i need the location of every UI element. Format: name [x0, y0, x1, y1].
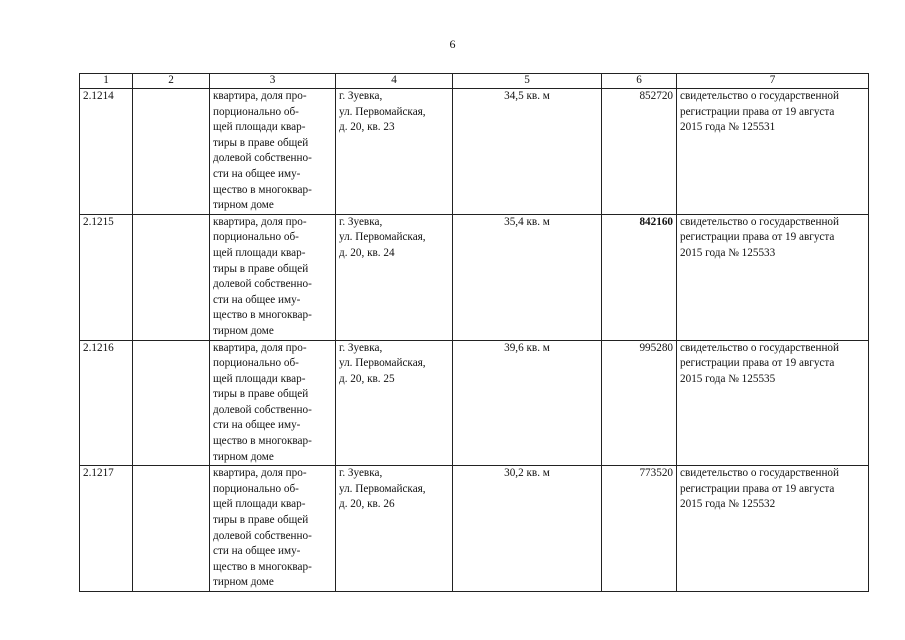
document-line: регистрации права от 19 августа [680, 231, 835, 244]
column-header-7: 7 [677, 74, 869, 89]
description-line: щей площади квар- [213, 498, 306, 511]
description-line: тирном доме [213, 324, 274, 337]
description-line: квартира, доля про- [213, 90, 307, 102]
address-cell [336, 340, 453, 466]
description-line: сти на общее иму- [213, 167, 301, 180]
address-line: д. 20, кв. 25 [339, 372, 395, 385]
area-cell: 30,2 кв. м [453, 466, 602, 592]
description-line: долевой собственно- [213, 152, 312, 165]
description-line: щей площади квар- [213, 372, 306, 385]
column-header-3: 3 [210, 74, 336, 89]
property-registry-table [79, 73, 869, 592]
description-line: долевой собственно- [213, 403, 312, 416]
cadastral-value-cell: 842160 [602, 214, 677, 340]
registration-document-cell [677, 466, 869, 592]
description-line: порционально об- [213, 231, 299, 244]
description-line: тиры в праве общей [213, 514, 309, 527]
document-line: 2015 года № 125532 [680, 498, 776, 511]
description-line: порционально об- [213, 105, 299, 118]
address-line: д. 20, кв. 24 [339, 246, 395, 259]
registration-document-cell [677, 340, 869, 466]
description-line: долевой собственно- [213, 278, 312, 291]
header-row [80, 74, 869, 89]
column-header-2: 2 [133, 74, 210, 89]
property-description-cell [210, 466, 336, 592]
description-line: тиры в праве общей [213, 388, 309, 401]
document-line: свидетельство о государственной [680, 90, 840, 102]
registry-number-cell: 2.1216 [80, 340, 133, 466]
column-header-1: 1 [80, 74, 133, 89]
address-line: г. Зуевка, [339, 341, 383, 354]
area-cell: 39,6 кв. м [453, 340, 602, 466]
column-header-6: 6 [602, 74, 677, 89]
description-line: квартира, доля про- [213, 467, 307, 480]
document-line: регистрации права от 19 августа [680, 482, 835, 495]
table-row [80, 466, 869, 592]
document-line: 2015 года № 125533 [680, 246, 776, 259]
address-line: ул. Первомайская, [339, 482, 426, 495]
document-line: свидетельство о государственной [680, 341, 840, 354]
address-line: г. Зуевка, [339, 90, 383, 102]
property-description-cell [210, 214, 336, 340]
table-row [80, 340, 869, 466]
description-line: щей площади квар- [213, 246, 306, 259]
description-line: тирном доме [213, 450, 274, 463]
address-line: ул. Первомайская, [339, 231, 426, 244]
address-line: д. 20, кв. 26 [339, 498, 395, 511]
table-row [80, 89, 869, 215]
cadastral-value-cell: 852720 [602, 89, 677, 215]
registry-number-cell: 2.1214 [80, 89, 133, 215]
address-line: ул. Первомайская, [339, 357, 426, 370]
description-line: сти на общее иму- [213, 545, 301, 558]
description-line: щество в многоквар- [213, 560, 312, 573]
registry-number-cell: 2.1215 [80, 214, 133, 340]
address-cell [336, 214, 453, 340]
document-line: регистрации права от 19 августа [680, 105, 835, 118]
address-line: г. Зуевка, [339, 467, 383, 480]
property-description-cell [210, 89, 336, 215]
registry-number-cell: 2.1217 [80, 466, 133, 592]
description-line: сти на общее иму- [213, 419, 301, 432]
description-line: тирном доме [213, 199, 274, 212]
property-description-cell [210, 340, 336, 466]
description-line: квартира, доля про- [213, 215, 307, 228]
description-line: порционально об- [213, 482, 299, 495]
document-line: свидетельство о государственной [680, 467, 840, 480]
document-line: 2015 года № 125531 [680, 121, 776, 134]
cadastral-value-cell: 995280 [602, 340, 677, 466]
description-line: щество в многоквар- [213, 309, 312, 322]
document-line: свидетельство о государственной [680, 215, 840, 228]
page-number: 6 [449, 37, 456, 51]
description-line: тиры в праве общей [213, 136, 309, 149]
empty-column-cell [133, 466, 210, 592]
document-line: регистрации права от 19 августа [680, 357, 835, 370]
description-line: щество в многоквар- [213, 183, 312, 196]
address-cell [336, 466, 453, 592]
area-cell: 34,5 кв. м [453, 89, 602, 215]
registration-document-cell [677, 214, 869, 340]
description-line: тирном доме [213, 576, 274, 589]
address-cell [336, 89, 453, 215]
empty-column-cell [133, 214, 210, 340]
cadastral-value-cell: 773520 [602, 466, 677, 592]
address-line: г. Зуевка, [339, 215, 383, 228]
document-line: 2015 года № 125535 [680, 372, 776, 385]
description-line: порционально об- [213, 357, 299, 370]
empty-column-cell [133, 340, 210, 466]
empty-column-cell [133, 89, 210, 215]
table-body [80, 89, 869, 592]
description-line: тиры в праве общей [213, 262, 309, 275]
description-line: щей площади квар- [213, 121, 306, 134]
table-row [80, 214, 869, 340]
address-line: д. 20, кв. 23 [339, 121, 395, 134]
address-line: ул. Первомайская, [339, 105, 426, 118]
registration-document-cell [677, 89, 869, 215]
column-header-4: 4 [336, 74, 453, 89]
description-line: сти на общее иму- [213, 293, 301, 306]
description-line: квартира, доля про- [213, 341, 307, 354]
description-line: долевой собственно- [213, 529, 312, 542]
description-line: щество в многоквар- [213, 435, 312, 448]
column-header-5: 5 [453, 74, 602, 89]
area-cell: 35,4 кв. м [453, 214, 602, 340]
